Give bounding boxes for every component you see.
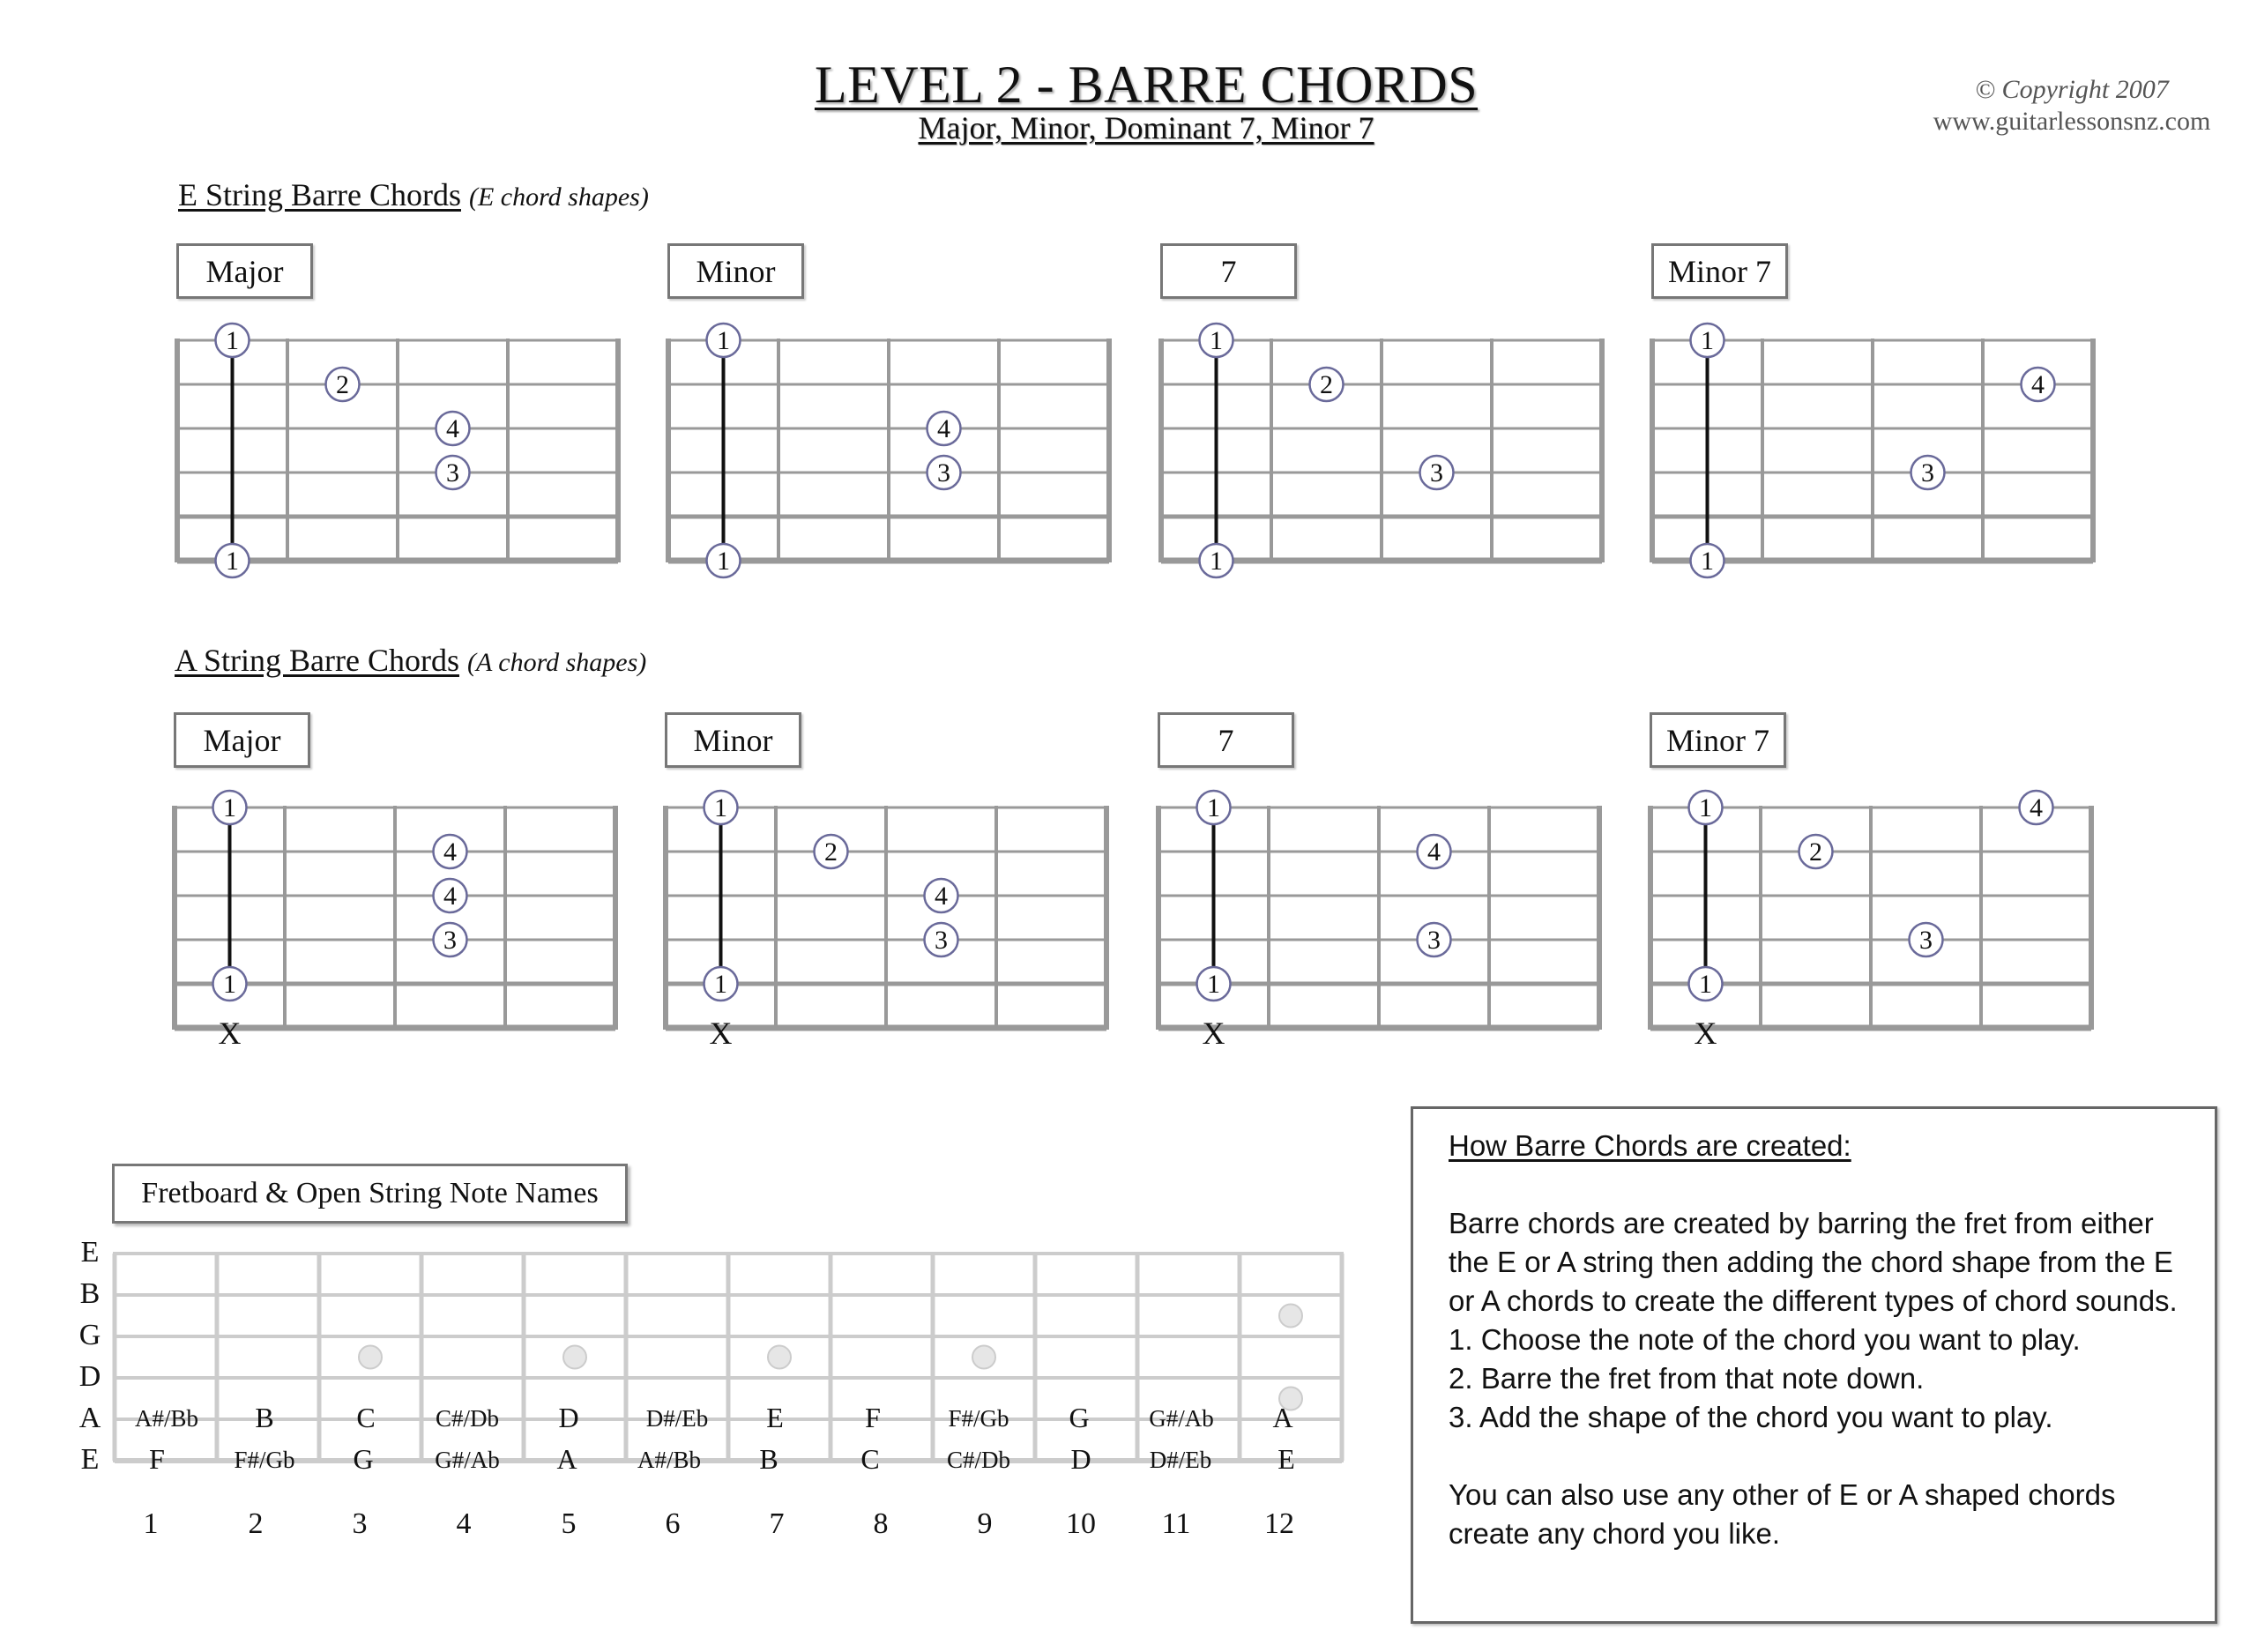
a-string-note: D#/Eb (645, 1405, 709, 1432)
a-chord-diagram-minor7 (1645, 793, 2104, 1049)
muted-string-x: X (709, 1016, 733, 1051)
copyright-block (1887, 74, 2257, 138)
barre-finger-dot-label: 1 (223, 793, 236, 822)
info-step: 3. Add the shape of the chord you want to play. (1449, 1401, 2053, 1433)
a-string-note: E (766, 1402, 784, 1433)
a-chord-label-minor7: Minor 7 (1650, 712, 1786, 768)
fret-number: 6 (665, 1507, 681, 1540)
e-chord-label-7: 7 (1160, 243, 1297, 299)
a-chord-diagram-major (169, 793, 628, 1049)
fret-number: 12 (1264, 1507, 1294, 1540)
info-step: 2. Barre the fret from that note down. (1449, 1362, 1925, 1395)
page-subtitle: Major, Minor, Dominant 7, Minor 7 (918, 110, 1374, 145)
a-section-heading: A String Barre Chords (175, 643, 459, 678)
e-string-note: C#/Db (946, 1447, 1010, 1473)
position-marker (768, 1346, 791, 1369)
a-string-note: B (255, 1402, 274, 1433)
a-string-note: D (558, 1402, 579, 1433)
fret-number: 7 (769, 1507, 785, 1540)
info-step: 1. Choose the note of the chord you want to play. (1449, 1323, 2081, 1356)
finger-dot-label: 4 (935, 882, 948, 911)
a-string-note: G (1069, 1402, 1090, 1433)
muted-string-x: X (1694, 1016, 1717, 1051)
string-name-g: G (78, 1319, 101, 1351)
fretboard-diagram (106, 1243, 1358, 1472)
finger-dot-label: 2 (336, 370, 349, 399)
finger-dot-label: 3 (935, 926, 948, 955)
finger-dot-label: 4 (443, 837, 457, 867)
string-name-e-low: E (80, 1443, 100, 1476)
finger-dot-label: 4 (443, 882, 457, 911)
e-string-note: F#/Gb (234, 1447, 295, 1473)
a-chord-diagram-minor (660, 793, 1119, 1049)
finger-dot-label: 3 (443, 926, 457, 955)
e-chord-diagram-minor7 (1647, 326, 2105, 582)
finger-dot-label: 3 (1919, 926, 1933, 955)
e-chord-diagram-major (172, 326, 630, 582)
fret-number: 9 (977, 1507, 993, 1540)
info-heading: How Barre Chords are created: (1449, 1129, 1851, 1162)
e-string-note: B (759, 1443, 778, 1475)
e-string-note: D#/Eb (1149, 1447, 1212, 1473)
e-section-heading: E String Barre Chords (178, 177, 461, 212)
e-string-note: G (353, 1443, 374, 1475)
barre-finger-dot-label: 1 (223, 970, 236, 999)
barre-finger-dot-label: 1 (1701, 326, 1714, 355)
page-title: LEVEL 2 - BARRE CHORDS (814, 56, 1479, 114)
fret-number: 2 (248, 1507, 264, 1540)
muted-string-x: X (1202, 1016, 1225, 1051)
finger-dot-label: 3 (937, 458, 950, 487)
string-name-b: B (79, 1277, 101, 1310)
barre-finger-dot-label: 1 (717, 547, 730, 576)
barre-finger-dot-label: 1 (1699, 970, 1712, 999)
muted-string-x: X (218, 1016, 242, 1051)
e-string-note: E (1277, 1443, 1295, 1475)
e-string-note: D (1070, 1443, 1091, 1475)
e-string-note: C (860, 1443, 880, 1475)
barre-finger-dot-label: 1 (714, 793, 727, 822)
finger-dot-label: 3 (1921, 458, 1934, 487)
a-string-note: A#/Bb (134, 1405, 198, 1432)
finger-dot-label: 2 (824, 837, 838, 867)
barre-finger-dot-label: 1 (226, 326, 239, 355)
finger-dot-label: 3 (446, 458, 459, 487)
e-chord-diagram-7 (1156, 326, 1614, 582)
e-string-note: A (556, 1443, 577, 1475)
finger-dot-label: 3 (1427, 926, 1441, 955)
fretboard-label: Fretboard & Open String Note Names (112, 1164, 628, 1224)
a-chord-label-minor: Minor (665, 712, 801, 768)
barre-finger-dot-label: 1 (714, 970, 727, 999)
e-chord-diagram-minor (663, 326, 1121, 582)
barre-finger-dot-label: 1 (1207, 793, 1220, 822)
barre-finger-dot-label: 1 (717, 326, 730, 355)
finger-dot-label: 2 (1320, 370, 1333, 399)
info-closing: You can also use any other of E or A shaped chords create any chord you like. (1449, 1478, 2116, 1550)
fret-number: 11 (1161, 1507, 1191, 1540)
a-string-note: F (865, 1402, 881, 1433)
barre-finger-dot-label: 1 (1207, 970, 1220, 999)
a-section-title (175, 642, 646, 679)
fret-number: 8 (873, 1507, 889, 1540)
e-section-note: (E chord shapes) (468, 182, 649, 212)
a-string-note: C#/Db (435, 1405, 499, 1432)
e-string-note: A#/Bb (637, 1447, 701, 1473)
fret-number: 1 (143, 1507, 159, 1540)
website-text: www.guitarlessonsnz.com (1933, 107, 2211, 136)
fret-number: 10 (1066, 1507, 1096, 1540)
a-chord-label-7: 7 (1158, 712, 1294, 768)
finger-dot-label: 4 (2030, 793, 2043, 822)
e-chord-label-minor: Minor (667, 243, 804, 299)
finger-dot-label: 4 (2031, 370, 2045, 399)
barre-finger-dot-label: 1 (1701, 547, 1714, 576)
a-string-note: C (356, 1402, 376, 1433)
finger-dot-label: 4 (446, 414, 459, 443)
fret-number: 5 (561, 1507, 577, 1540)
finger-dot-label: 3 (1430, 458, 1443, 487)
barre-finger-dot-label: 1 (1210, 547, 1223, 576)
e-chord-label-major: Major (176, 243, 313, 299)
barre-finger-dot-label: 1 (1210, 326, 1223, 355)
a-string-note: F#/Gb (948, 1405, 1009, 1432)
finger-dot-label: 4 (937, 414, 950, 443)
a-chord-diagram-7 (1153, 793, 1612, 1049)
a-section-note: (A chord shapes) (466, 648, 647, 677)
barre-finger-dot-label: 1 (226, 547, 239, 576)
e-string-note: F (149, 1443, 165, 1475)
a-string-note: G#/Ab (1149, 1405, 1214, 1432)
a-chord-label-major: Major (174, 712, 310, 768)
info-box (1411, 1106, 2217, 1624)
e-chord-label-minor7: Minor 7 (1651, 243, 1788, 299)
barre-finger-dot-label: 1 (1699, 793, 1712, 822)
info-intro: Barre chords are created by barring the fret from either the E or A string then adding the chord shape from the E or A chords to create the different types of chord sounds. (1449, 1207, 2178, 1317)
copyright-text: © Copyright 2007 (1975, 75, 2169, 104)
finger-dot-label: 2 (1809, 837, 1822, 867)
finger-dot-label: 4 (1427, 837, 1441, 867)
a-string-note: A (1272, 1402, 1293, 1433)
string-name-e-high: E (80, 1236, 100, 1269)
position-marker (972, 1346, 995, 1369)
position-marker (359, 1346, 382, 1369)
position-marker (563, 1346, 586, 1369)
string-name-a: A (78, 1402, 101, 1434)
fret-number: 4 (456, 1507, 472, 1540)
position-marker (1279, 1305, 1302, 1328)
fret-number: 3 (352, 1507, 368, 1540)
string-name-d: D (78, 1360, 101, 1393)
e-string-note: G#/Ab (435, 1447, 500, 1473)
e-section-title (178, 176, 649, 213)
